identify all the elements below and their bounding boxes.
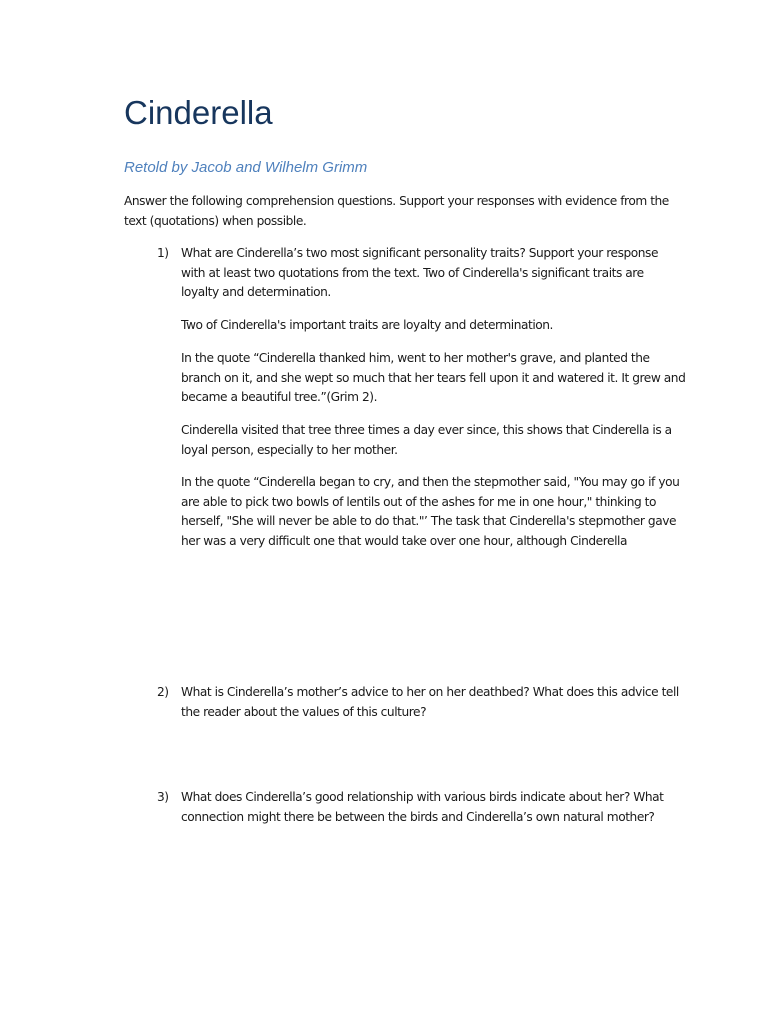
answer-paragraph-4: In the quote “Cinderella began to cry, and then the stepmother said, "You may go if you are able to pick two bowls of lentils out of the ashes for me in one hour," thinking to herself, "She will never be able to do that."’ The task that Cinderella's stepmother gave her was a very difficult one that would take over one hour, although Cinderella <box>181 475 680 548</box>
question-number: 2) <box>157 685 169 699</box>
instructions-paragraph: Answer the following comprehension questions. Support your responses with evidence from the text (quotations) when possible. <box>124 194 669 228</box>
question-text: What is Cinderella’s mother’s advice to her on her deathbed? What does this advice tell the reader about the values of this culture? <box>181 685 679 719</box>
question-text: What does Cinderella’s good relationship with various birds indicate about her? What connection might there be between the birds and Cinderella’s own natural mother? <box>181 790 664 824</box>
question-text: What are Cinderella’s two most significant personality traits? Support your response with at least two quotations from the text. Two of Cinderella's significant traits are loyalty and determination. <box>181 246 659 299</box>
question-number: 1) <box>157 246 169 260</box>
answer-paragraph-3: Cinderella visited that tree three times a day ever since, this shows that Cinderella is a loyal person, especially to her mother. <box>181 423 672 457</box>
answer-paragraph-1: Two of Cinderella's important traits are loyalty and determination. <box>181 318 553 332</box>
document-subtitle: Retold by Jacob and Wilhelm Grimm <box>124 159 368 176</box>
question-number: 3) <box>157 790 169 804</box>
document-title: Cinderella <box>124 94 273 131</box>
answer-paragraph-2: In the quote “Cinderella thanked him, went to her mother's grave, and planted the branch on it, and she wept so much that her tears fell upon it and watered it. It grew and became a beautiful tree.”(Grim 2). <box>181 351 686 404</box>
